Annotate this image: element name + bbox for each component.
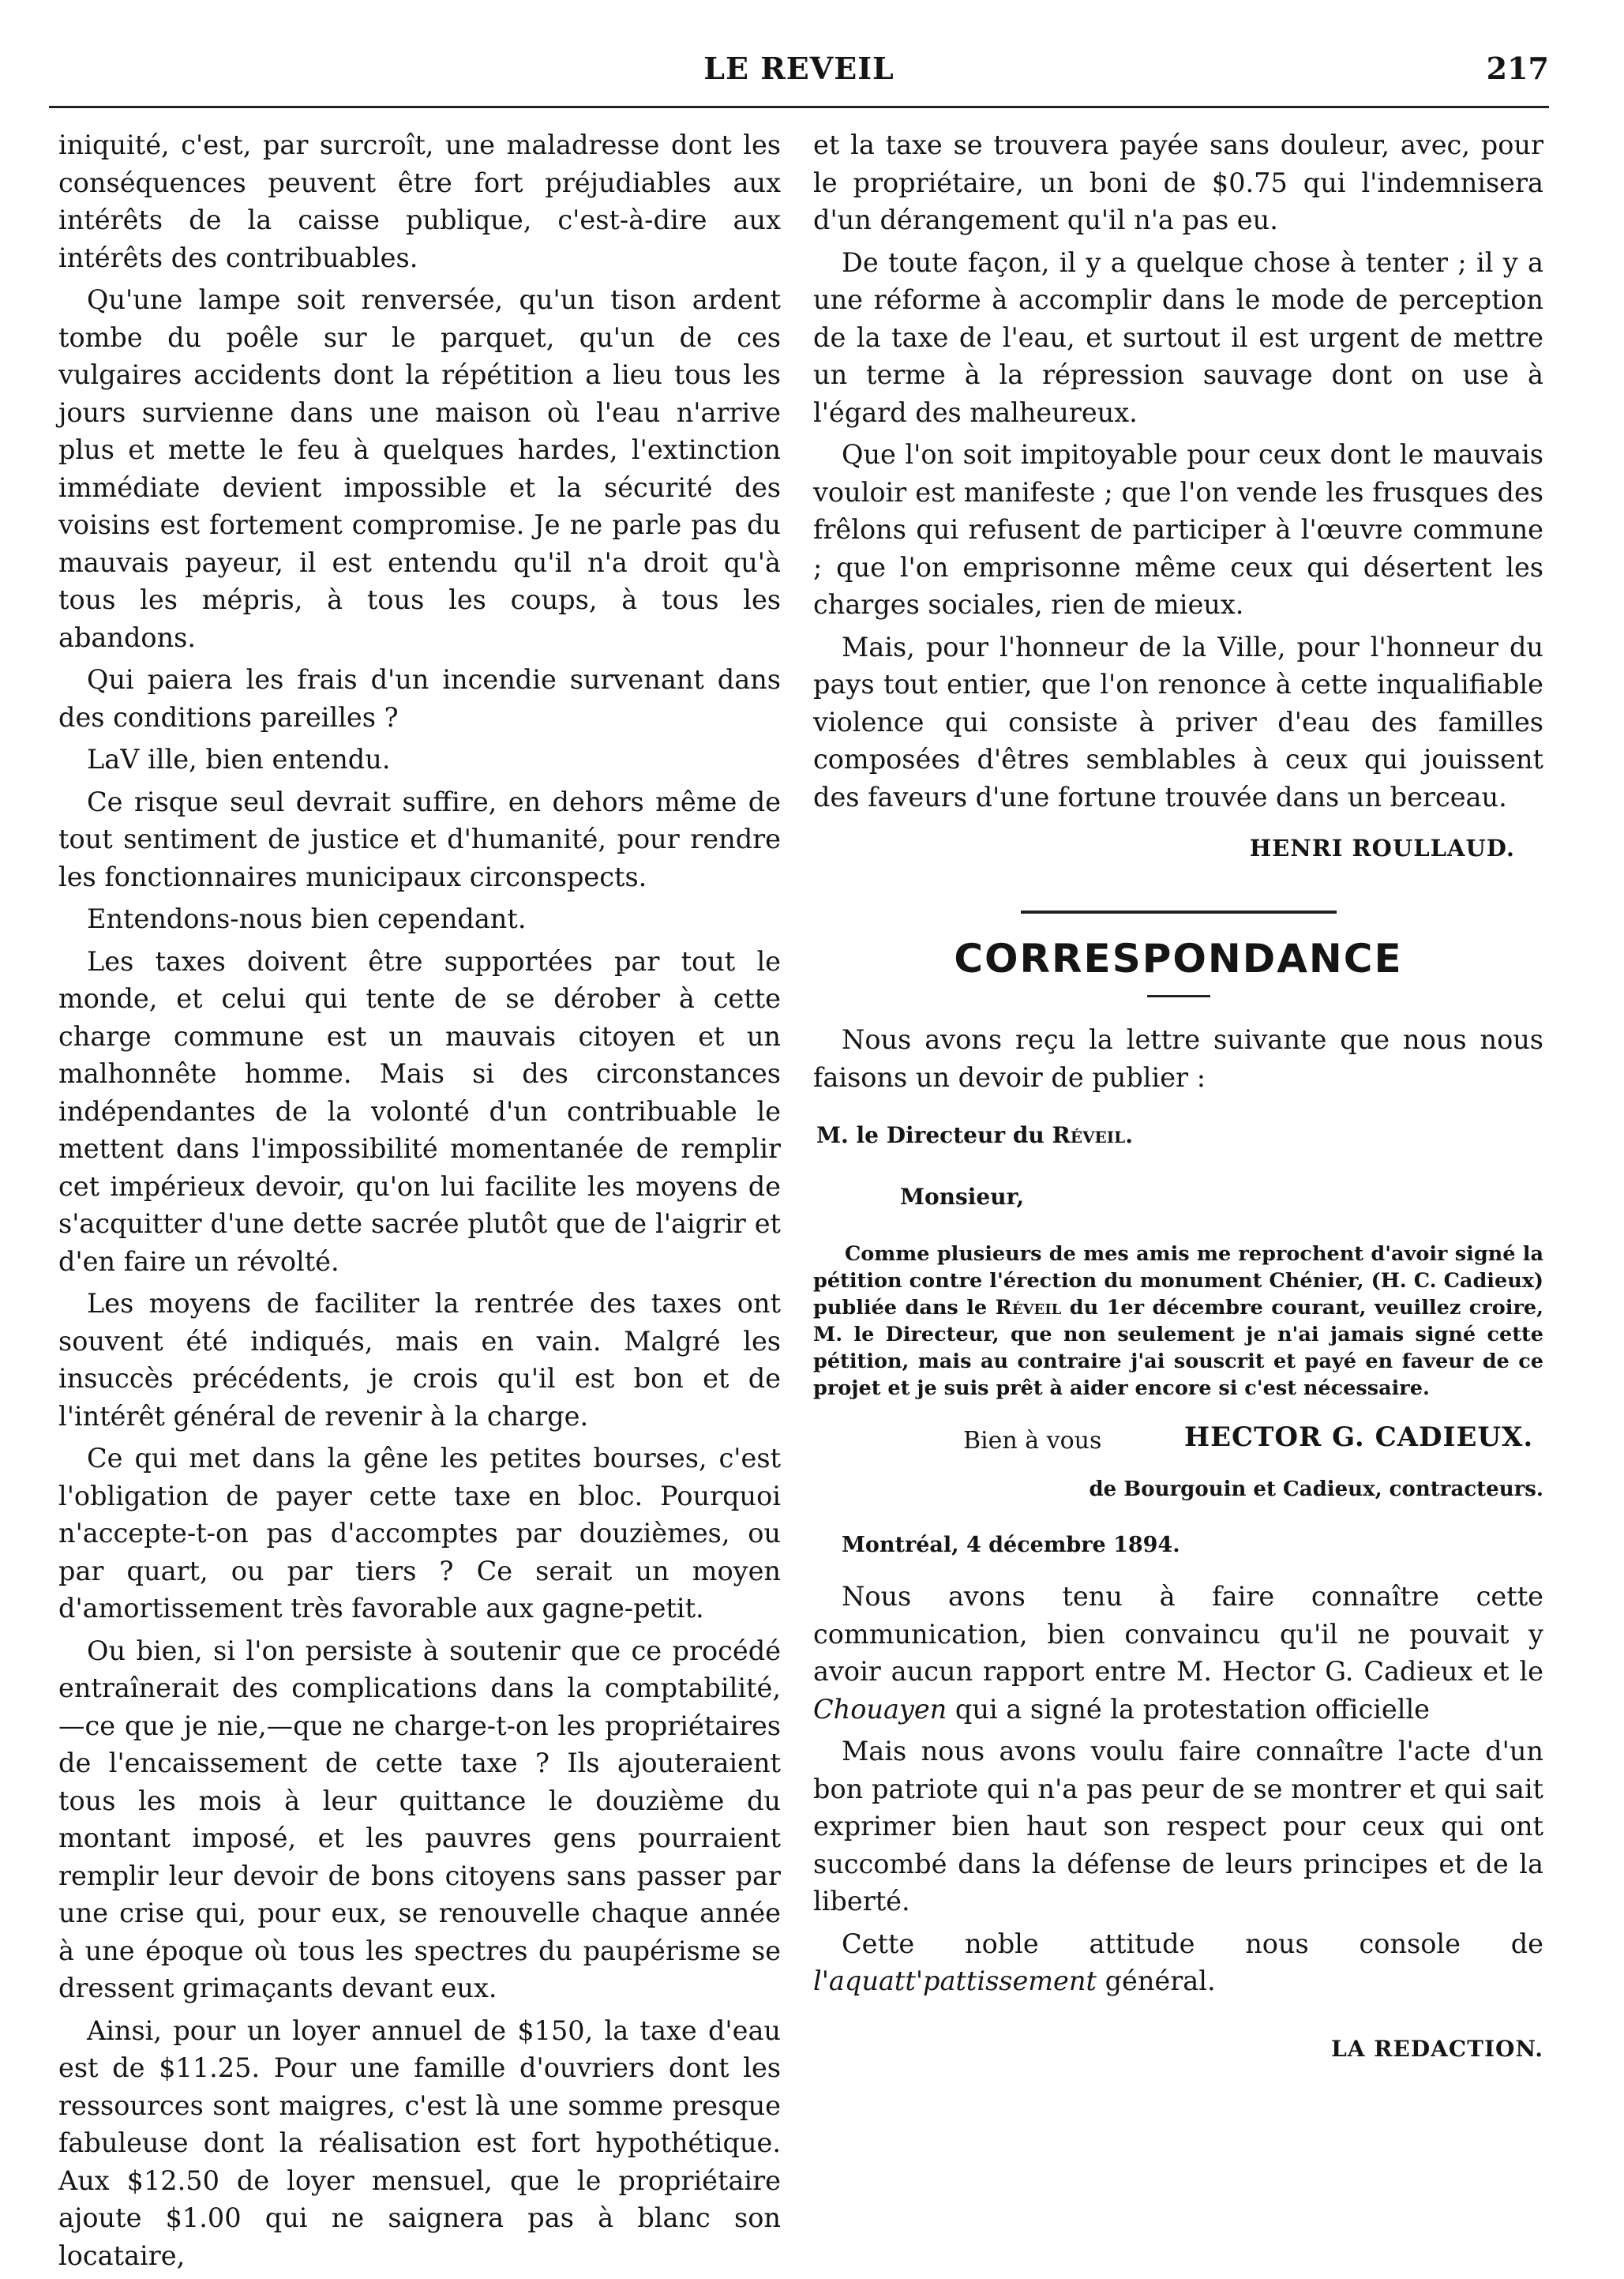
paragraph: Ainsi, pour un loyer annuel de $150, la taxe d'eau est de $11.25. Pour une famille d'ouvriers dont les ressources sont maigres, c'est là une somme presque fabuleuse dont la réalisation est fort hypothétique. Aux $12.50 de loyer mensuel, que le propriétaire ajoute $1.00 qui ne saignera pas à blanc son locataire,	[58, 2014, 781, 2271]
paragraph: et la taxe se trouvera payée sans douleur, avec, pour le propriétaire, un boni de $0.75 qui l'indemnisera d'un dérangement qu'il n'a pas eu.	[813, 130, 1543, 235]
paragraph: Mais, pour l'honneur de la Ville, pour l'honneur du pays tout entier, que l'on renonce à cette inqualifiable violence qui consiste à priver d'eau des familles composées d'êtres semblables à ceux qui jouissent des faveurs d'une fortune trouvée dans un berceau.	[813, 631, 1543, 813]
letter-body	[813, 1241, 1543, 1402]
comment-text: général.	[1096, 1965, 1216, 1996]
section-divider	[1021, 910, 1337, 914]
paragraph: Ce risque seul devrait suffire, en dehors même de tout sentiment de justice et d'humanité, pour rendre les fonctionnaires municipaux circonspects.	[58, 786, 781, 892]
left-column	[58, 126, 781, 2279]
journal-name: Réveil	[995, 1296, 1062, 1320]
paragraph: Ce qui met dans la gêne les petites bourses, c'est l'obligation de payer cette taxe en bloc. Pourquoi n'accepte-t-on pas d'accomptes par douzièmes, ou par quart, ou par tiers ? Ce serait un moyen d'amortissement très favorable aux gagne-petit.	[58, 1443, 781, 1624]
letter-text: du 1er décembre courant, veuillez croire, M. le Directeur, que non seulement je n'ai jamais signé cette pétition, mais au contraire j'ai souscrit et payé en faveur de ce projet et je suis prêt à aider encore si c'est nécessaire.	[813, 1296, 1543, 1400]
comment-text: Cette noble attitude nous console de	[842, 1928, 1543, 1959]
closing-phrase: Bien à vous	[963, 1427, 1102, 1455]
paragraph: Que l'on soit impitoyable pour ceux dont le mauvais vouloir est manifeste ; que l'on vende les frusques des frêlons qui refusent de participer à l'œuvre commune ; que l'on emprisonne même ceux qui désertent les charges sociales, rien de mieux.	[813, 439, 1543, 620]
letter-date: Montréal, 4 décembre 1894.	[842, 1532, 1180, 1557]
paragraph: iniquité, c'est, par surcroît, une maladresse dont les conséquences peuvent être fort préjudiables aux intérêts de la caisse publique, c'est-à-dire aux intérêts des contribuables.	[58, 130, 781, 273]
letter-signature: HECTOR G. CADIEUX.	[1184, 1421, 1534, 1453]
paragraph: Les moyens de faciliter la rentrée des taxes ont souvent été indiqués, mais en vain. Malgré les insuccès précédents, je crois qu'il est bon et de l'intérêt général de revenir à la charge.	[58, 1288, 781, 1432]
paragraph: Qu'une lampe soit renversée, qu'un tison ardent tombe du poêle sur le parquet, qu'un de ces vulgaires accidents dont la répétition a lieu tous les jours survienne dans une maison où l'eau n'arrive plus et mette le feu à quelques hardes, l'extinction immédiate devient impossible et la sécurité des voisins est fortement compromise. Je ne parle pas du mauvais payeur, il est entendu qu'il n'a droit qu'à tous les mépris, à tous les coups, à tous les abandons.	[58, 284, 781, 653]
letter-greeting: Monsieur,	[900, 1183, 1025, 1210]
paragraph: Entendons-nous bien cependant.	[87, 903, 527, 934]
title-underline	[1147, 995, 1210, 997]
editorial-comment: Mais nous avons voulu faire connaître l'acte d'un bon patriote qui n'a pas peur de se montrer et qui sait exprimer bien haut son respect pour ceux qui ont succombé dans la défense de leurs principes et de la liberté.	[813, 1736, 1543, 1917]
page-number: 217	[1486, 51, 1549, 86]
paragraph: De toute façon, il y a quelque chose à tenter ; il y a une réforme à accomplir dans le mode de perception de la taxe de l'eau, et surtout il est urgent de mettre un terme à la répression sauvage dont on use à l'égard des malheureux.	[813, 246, 1543, 428]
letter-address	[816, 1117, 1543, 1155]
paragraph: Qui paiera les frais d'un incendie survenant dans des conditions pareilles ?	[58, 664, 781, 733]
page-header	[49, 46, 1549, 108]
editorial-signature: LA REDACTION.	[1331, 2035, 1543, 2062]
comment-italic: Chouayen	[813, 1693, 947, 1725]
paragraph: Les taxes doivent être supportées par tout le monde, et celui qui tente de se dérober à cette charge commune est un mauvais citoyen et un malhonnête homme. Mais si des circonstances indépendantes de la volonté d'un contribuable le mettent dans l'impossibilité momentanée de remplir cet impérieux devoir, qu'on lui facilite les moyens de s'acquitter d'une dette sacrée plutôt que de l'aigrir et d'en faire un révolté.	[58, 945, 781, 1277]
section-title: CORRESPONDANCE	[954, 935, 1403, 982]
comment-text: Nous avons tenu à faire connaître cette communication, bien convaincu qu'il ne pouvait y avoir aucun rapport entre M. Hector G. Cadieux et le	[813, 1581, 1543, 1687]
right-column	[813, 126, 1543, 2067]
paragraph: LaV ille, bien entendu.	[87, 744, 391, 775]
author-signature: HENRI ROULLAUD.	[1249, 835, 1515, 862]
correspondence-intro: Nous avons reçu la lettre suivante que nous nous faisons un devoir de publier :	[813, 1024, 1543, 1093]
address-prefix: M. le Directeur du	[816, 1122, 1052, 1148]
comment-text: qui a signé la protestation officielle	[947, 1693, 1431, 1725]
editorial-comment	[813, 1578, 1543, 1728]
letter-closing	[813, 1422, 1543, 1457]
paragraph: Ou bien, si l'on persiste à soutenir que ce procédé entraînerait des complications dans la comptabilité,—ce que je nie,—que ne charge-t-on les propriétaires de l'encaissement de cette taxe ? Ils ajouteraient tous les mois à leur quittance le douzième du montant imposé, et les pauvres gens pourraient remplir leur devoir de bons citoyens sans passer par une crise qui, pour eux, se renouvelle chaque année à une époque où tous les spectres du paupérisme se dressent grimaçants devant eux.	[58, 1635, 781, 2003]
editorial-comment	[813, 1925, 1543, 2000]
journal-name: Réveil	[1052, 1122, 1126, 1148]
journal-title: LE REVEIL	[703, 51, 895, 86]
letter-text: Comme plusieurs de mes amis me reprochent d'avoir signé la pétition contre l'érection du monument Chénier, (H. C. Cadieux) publiée dans le	[813, 1242, 1543, 1320]
comment-italic: l'aquatt'pattissement	[813, 1965, 1097, 1996]
signatory-firm: de Bourgouin et Cadieux, contracteurs.	[1089, 1477, 1543, 1501]
address-suffix: .	[1125, 1122, 1133, 1148]
